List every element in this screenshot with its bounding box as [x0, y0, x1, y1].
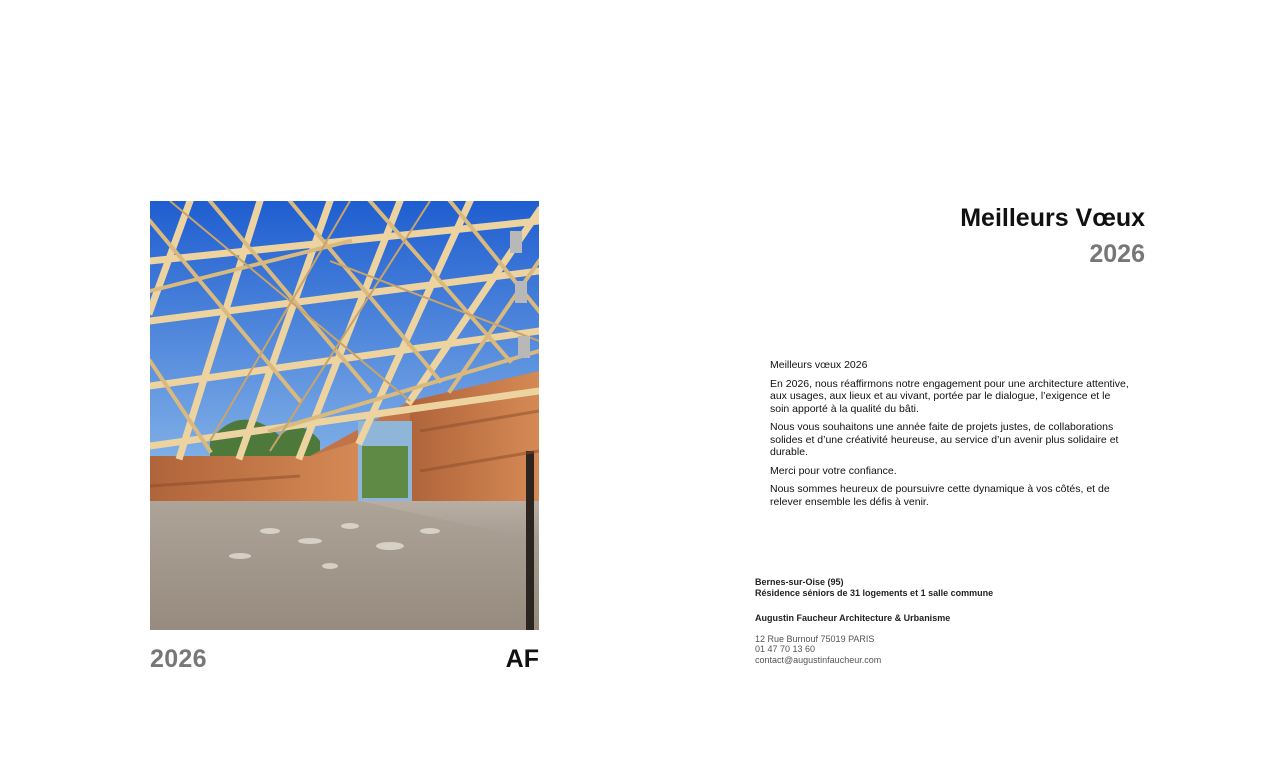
- firm-phone: 01 47 70 13 60: [755, 644, 816, 654]
- message-paragraph: Merci pour votre confiance.: [770, 464, 897, 477]
- firm-name-block: [755, 613, 1085, 624]
- project-location: Bernes-sur-Oise (95): [755, 577, 844, 587]
- firm-email[interactable]: contact@augustinfaucheur.com: [755, 654, 882, 665]
- greeting-title: Meilleurs Vœux: [960, 204, 1145, 232]
- roof-frame-illustration: [150, 201, 539, 630]
- message-paragraph: Nous sommes heureux de poursuivre cette dynamique à vos côtés, et de relever ensemble les défis à venir.: [770, 483, 1110, 508]
- message-paragraph: Nous vous souhaitons une année faite de projets justes, de collaborations solides et d’une créativité heureuse, au service d’un avenir plus solidaire et durable.: [770, 421, 1119, 458]
- firm-address: 12 Rue Burnouf 75019 PARIS: [755, 633, 875, 644]
- firm-name: Augustin Faucheur Architecture & Urbanisme: [755, 613, 951, 623]
- af-monogram: AF: [505, 645, 539, 673]
- construction-photo: [150, 201, 539, 630]
- message-paragraph: En 2026, nous réaffirmons notre engagement pour une architecture attentive, aux usages, aux lieux et au vivant, portée par le dialogue, l’exigence et le soin apporté à la qualité du bâti.: [770, 377, 1129, 415]
- year-caption: 2026: [150, 645, 207, 673]
- message-paragraph: Meilleurs vœux 2026: [770, 359, 868, 371]
- project-info: [755, 577, 1085, 598]
- contact-info: [755, 634, 1085, 666]
- project-description: Résidence séniors de 31 logements et 1 salle commune: [755, 587, 994, 598]
- greeting-year: 2026: [1089, 240, 1145, 268]
- greeting-message: [770, 359, 1132, 514]
- footer-info: [755, 577, 1085, 680]
